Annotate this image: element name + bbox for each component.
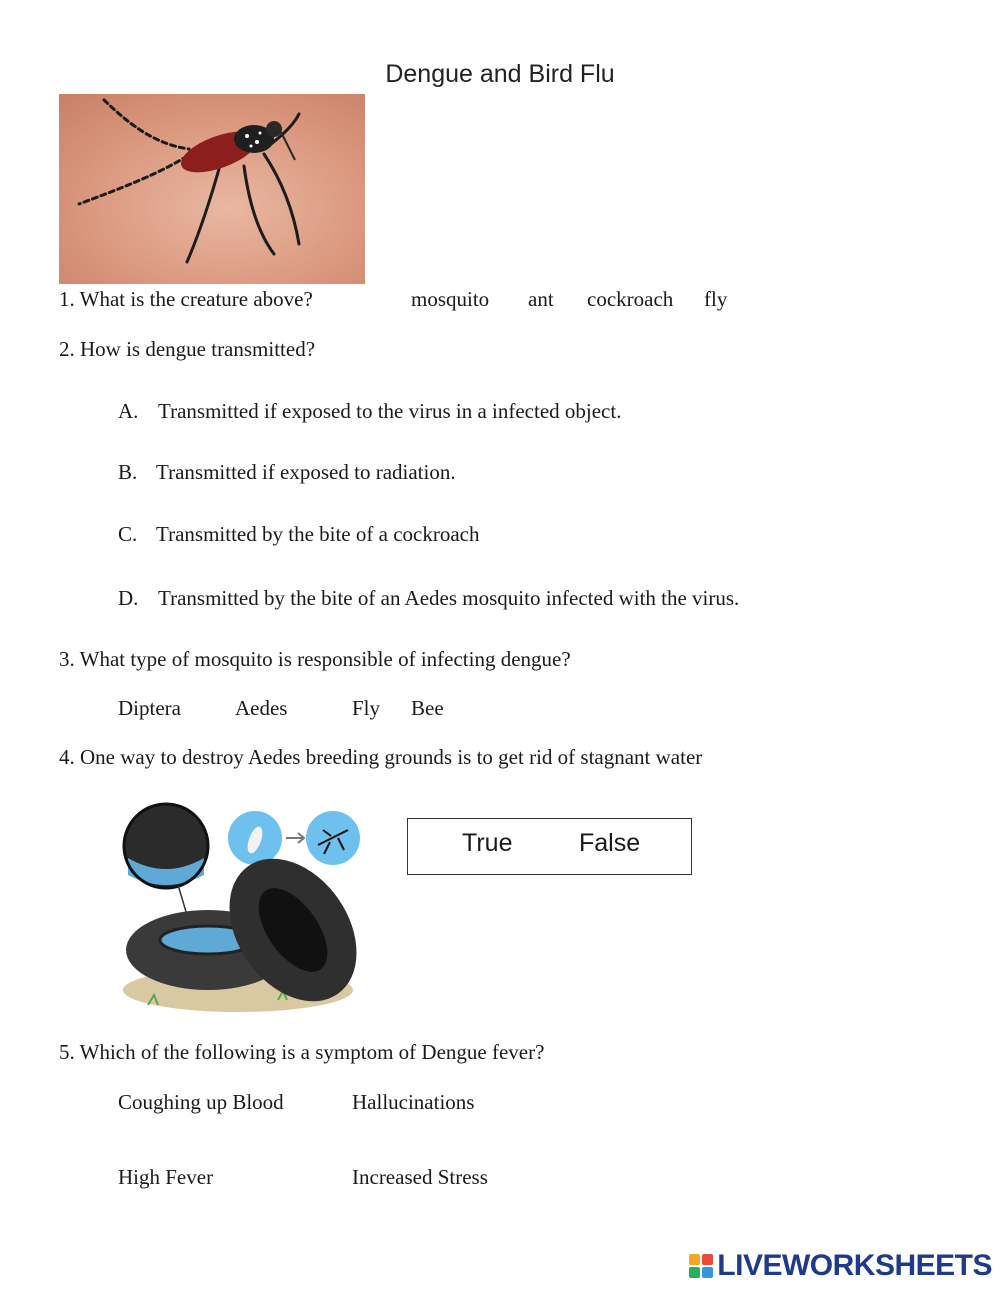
true-false-box	[407, 818, 692, 875]
mosquito-photo	[59, 94, 365, 284]
choice-text: Transmitted if exposed to the virus in a infected object.	[158, 399, 622, 423]
false-option[interactable]: False	[579, 829, 641, 857]
choice-letter: A.	[118, 399, 139, 423]
q1-option[interactable]: cockroach	[587, 287, 674, 311]
q5-option[interactable]: High Fever	[118, 1165, 214, 1189]
choice-letter: C.	[118, 522, 138, 546]
q1-option[interactable]: ant	[528, 287, 554, 311]
choice-letter: B.	[118, 460, 138, 484]
choice-letter: D.	[118, 586, 139, 610]
q3-option[interactable]: Fly	[352, 696, 381, 720]
q5-question: 5. Which of the following is a symptom of Dengue fever?	[59, 1040, 545, 1064]
q1-question: 1. What is the creature above?	[59, 287, 313, 311]
q5-option[interactable]: Coughing up Blood	[118, 1090, 284, 1114]
liveworksheets-logo-icon	[689, 1254, 713, 1278]
q5-option[interactable]: Hallucinations	[352, 1090, 475, 1114]
choice-text: Transmitted if exposed to radiation.	[156, 460, 456, 484]
q2-question: 2. How is dengue transmitted?	[59, 337, 316, 361]
q4-question: 4. One way to destroy Aedes breeding grounds is to get rid of stagnant water	[59, 745, 703, 769]
q3-question: 3. What type of mosquito is responsible of infecting dengue?	[59, 647, 571, 671]
q1-option[interactable]: mosquito	[411, 287, 490, 311]
tires-breeding-diagram	[118, 800, 368, 1015]
page-title: Dengue and Bird Flu	[385, 60, 615, 88]
true-option[interactable]: True	[462, 829, 513, 857]
q2-choice-b[interactable]	[118, 460, 456, 485]
q2-choice-c[interactable]	[118, 522, 480, 547]
q3-option[interactable]: Aedes	[235, 696, 288, 720]
q2-choice-a[interactable]	[118, 399, 622, 424]
choice-text: Transmitted by the bite of a cockroach	[156, 522, 480, 546]
q5-option[interactable]: Increased Stress	[352, 1165, 488, 1189]
liveworksheets-brand	[689, 1249, 992, 1283]
brand-name: LIVEWORKSHEETS	[717, 1249, 992, 1282]
choice-text: Transmitted by the bite of an Aedes mosquito infected with the virus.	[158, 586, 740, 610]
q2-choice-d[interactable]	[118, 586, 740, 611]
q3-option[interactable]: Bee	[411, 696, 444, 720]
q1-option[interactable]: fly	[704, 287, 728, 311]
q3-option[interactable]: Diptera	[118, 696, 181, 720]
